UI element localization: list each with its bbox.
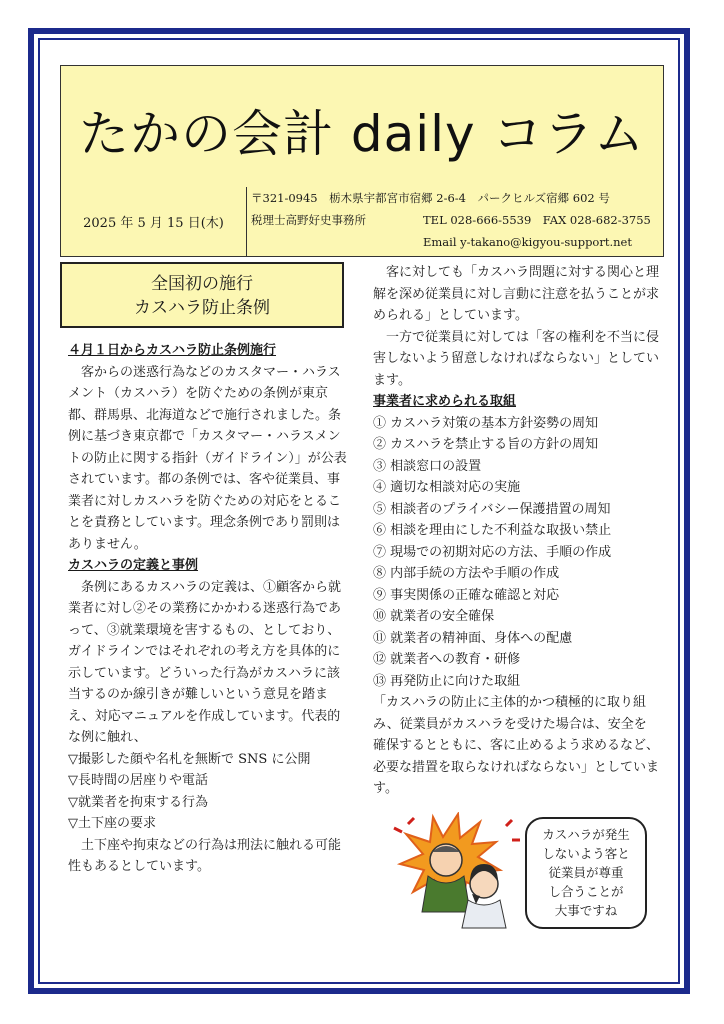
section-heading-definition: カスハラの定義と事例 [68,558,199,573]
headline-line-2: カスハラ防止条例 [134,298,270,318]
bubble-line: しないよう客と [542,846,630,861]
paragraph-employee: 一方で従業員に対しては「客の権利を不当に侵害しないよう留意しなければならない」としています。 [373,329,660,388]
bubble-line: 従業員が尊重 [548,865,624,880]
contact-info [247,187,663,256]
paragraph-enforcement: 客からの迷惑行為などのカスタマー・ハラスメント（カスハラ）を防ぐための条例が東京都、群馬県、北海道などで施行されました。条例に基づき東京都で「カスタマー・ハラスメントの防止に関する指針（ガイドライン）」が公表されています。都の条例では、客や従業員、事業者に対しカスハラを防ぐための対応をとることを責務としています。理念条例であり罰則はありません。 [68,364,347,552]
header-box [60,65,664,257]
bubble-line: 大事ですね [554,903,618,918]
office-address: 〒321-0945 栃木県宇都宮市宿郷 2-6-4 パークヒルズ宿郷 602 号 [251,191,610,205]
section-heading-enforcement: ４月１日からカスハラ防止条例施行 [68,343,277,358]
measure-item: ⑬ 再発防止に向けた取組 [373,673,521,689]
measure-item: ⑫ 就業者への教育・研修 [373,652,521,667]
staff-body-icon [462,900,506,928]
bubble-line: し合うことが [548,884,624,899]
example-item: ▽就業者を拘束する行為 [68,794,208,810]
headline-line-1: 全国初の施行 [151,274,253,294]
right-column [373,262,659,800]
example-item: ▽土下座の要求 [68,816,156,831]
example-item: ▽長時間の居座りや電話 [68,773,208,788]
measure-item: ⑦ 現場での初期対応の方法、手順の作成 [373,544,612,560]
paragraph-customer: 客に対しても「カスハラ問題に対する関心と理解を深め従業員に対し言動に注意を払うことが求められる」としています。 [373,265,660,323]
headline-box [60,262,344,328]
bubble-line: カスハラが発生 [542,827,630,842]
measure-item: ④ 適切な相談対応の実施 [373,480,521,495]
office-tel-fax: TEL 028-666-5539 FAX 028-682-3755 [423,213,651,227]
measure-item: ⑧ 内部手続の方法や手順の作成 [373,566,560,581]
measure-item: ⑪ 就業者の精神面、身体への配慮 [373,630,573,646]
measure-item: ③ 相談窓口の設置 [373,458,482,474]
issue-date: 2025 年 5 月 15 日(木) [61,187,247,256]
office-name: 税理士高野好史事務所 [251,213,366,227]
measure-item: ⑨ 事実関係の正確な確認と対応 [373,587,560,603]
measure-item: ⑤ 相談者のプライバシー保護措置の周知 [373,501,611,517]
example-item: ▽撮影した顔や名札を無断で SNS に公開 [68,751,311,767]
paragraph-criminal: 土下座や拘束などの行為は刑法に触れる可能性もあるとしています。 [68,837,342,874]
measure-item: ① カスハラ対策の基本方針姿勢の周知 [373,415,599,431]
paragraph-conclusion: 「カスハラの防止に主体的かつ積極的に取り組み、従業員がカスハラを受けた場合は、安全を確保するとともに、客に止めるよう求めるなど、必要な措置を取らなければならない」としています。 [373,695,660,796]
paragraph-definition: 条例にあるカスハラの定義は、①顧客から就業者に対し②その業務にかかわる迷惑行為であって、③就業環境を害するもの、としており、ガイドラインではそれぞれの考え方を具体的に示しています。どういった行為がカスハラに該当するのか線引きが難しいという意見を踏まえ、対応マニュアルを作成しています。代表的な例に触れ、 [68,579,342,745]
measure-item: ② カスハラを禁止する旨の方針の周知 [373,437,599,452]
angry-customer-illustration [388,812,528,932]
speech-bubble [525,817,647,929]
section-heading-measures: 事業者に求められる取組 [373,394,517,409]
office-email: Email y-takano@kigyou-support.net [423,235,632,249]
measure-item: ⑥ 相談を理由にした不利益な取扱い禁止 [373,523,612,538]
title-band [61,66,663,188]
measure-item: ⑩ 就業者の安全確保 [373,609,495,624]
left-column [68,340,350,878]
page-title: たかの会計 daily コラム [78,104,646,163]
